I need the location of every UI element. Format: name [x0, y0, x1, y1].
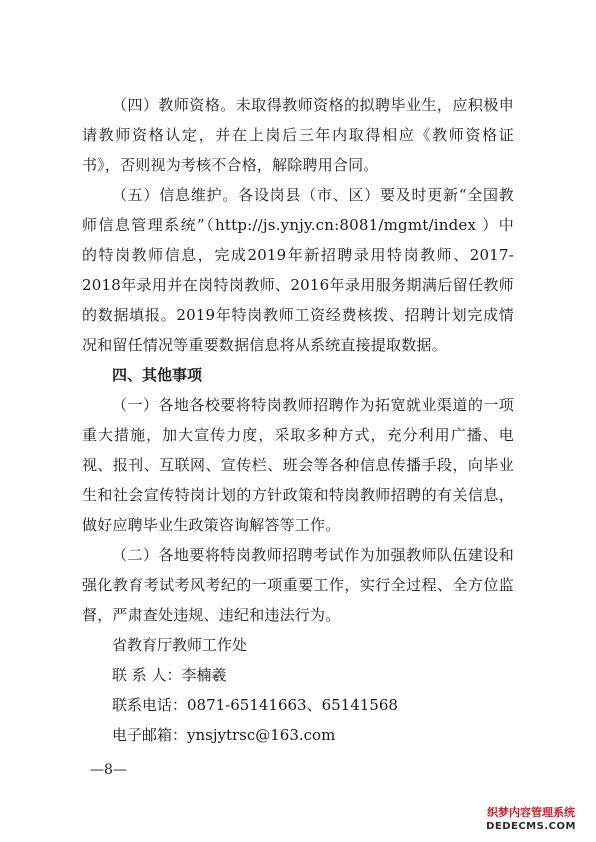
paragraph-teacher-qualification: （四）教师资格。未取得教师资格的拟聘毕业生，应积极申请教师资格认定，并在上岗后三年内取得相应《教师资格证书》，否则视为考核不合格，解除聘用合同。: [82, 96, 514, 174]
paragraph-exam-discipline: （二）各地要将特岗教师招聘考试作为加强教师队伍建设和强化教育考试考风考纪的一项重要工作，实行全过程、全方位监督，严肃查处违规、违纪和违法行为。: [82, 546, 514, 624]
watermark-logo: [472, 806, 590, 836]
paragraph-publicity: （一）各地各校要将特岗教师招聘作为拓宽就业渠道的一项重大措施，加大宣传力度，采取多种方式，充分利用广播、电视、报刊、互联网、宣传栏、班会等各种信息传播手段，向毕业生和社会宣传特岗计划的方针政策和特岗教师招聘的有关信息，做好应聘毕业生政策咨询解答等工作。: [82, 396, 514, 534]
document-body: [82, 90, 514, 630]
contact-office: 省教育厅教师工作处: [112, 636, 248, 654]
contact-phone: 联系电话：0871-65141663、65141568: [112, 696, 398, 714]
paragraph-info-maintenance: （五）信息维护。各设岗县（市、区）要及时更新“全国教师信息管理系统”（http://js.ynjy.cn:8081/mgmt/index ）中的特岗教师信息，完成2019年新招聘录用特岗教师、2017-2018年录用并在岗特岗教师、2016年录用服务期满后留任教师的数据填报。2019年特岗教师工资经费核拨、招聘计划完成情况和留任情况等重要数据信息将从系统直接提取数据。: [82, 186, 514, 354]
contact-person: 联 系 人：李楠羲: [112, 666, 227, 684]
contact-block: [112, 630, 492, 750]
watermark-title: 织梦内容管理系统: [487, 806, 575, 819]
page-number: —8—: [90, 762, 127, 778]
contact-email: 电子邮箱：ynsjytrsc@163.com: [112, 726, 336, 744]
watermark-domain: DEDECMS.COM: [486, 821, 576, 832]
section-heading: 四、其他事项: [112, 366, 203, 384]
